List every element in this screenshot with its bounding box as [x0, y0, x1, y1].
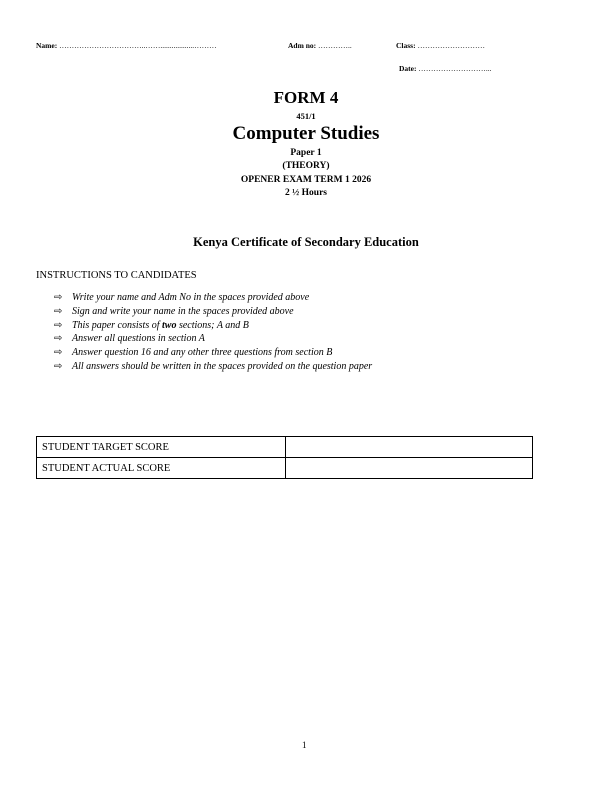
instruction-text-pre: This paper consists of	[72, 319, 163, 331]
date-blank[interactable]: ………………………...	[418, 64, 492, 73]
page-number: 1	[302, 740, 307, 750]
instruction-text: Answer all questions in section A	[72, 333, 205, 345]
exam-name: OPENER EXAM TERM 1 2026	[240, 175, 372, 185]
table-row	[37, 458, 533, 479]
actual-score-cell[interactable]	[286, 458, 533, 479]
exam-duration: 2 ½ Hours	[285, 188, 327, 198]
actual-score-label: STUDENT ACTUAL SCORE	[37, 458, 286, 479]
class-label: Class:	[396, 41, 416, 50]
paper-number: Paper 1	[290, 148, 322, 158]
instruction-text: Answer question 16 and any other three questions from section B	[72, 347, 333, 359]
certificate-title: Kenya Certificate of Secondary Education	[193, 235, 419, 249]
score-table	[36, 436, 533, 479]
instructions-list	[54, 291, 372, 374]
class-blank[interactable]: ………………………	[417, 41, 485, 50]
instruction-text: Sign and write your name in the spaces provided above	[72, 305, 294, 317]
paper-type: (THEORY)	[282, 161, 330, 171]
instruction-item	[54, 291, 372, 305]
instruction-text	[72, 319, 249, 333]
class-field[interactable]	[396, 41, 485, 50]
arrow-bullet-icon: ⇨	[54, 347, 63, 359]
instruction-item	[54, 360, 372, 374]
paper-code: 451/1	[296, 111, 316, 121]
name-blank[interactable]: ……………………………..……..................………	[59, 41, 217, 50]
table-row	[37, 437, 533, 458]
instruction-text: Write your name and Adm No in the spaces provided above	[72, 292, 310, 303]
arrow-bullet-icon: ⇨	[54, 319, 63, 331]
date-field[interactable]	[399, 64, 492, 73]
instruction-emphasis: two	[162, 319, 177, 331]
instruction-item	[54, 346, 372, 360]
adm-no-label: Adm no:	[288, 41, 317, 50]
arrow-bullet-icon: ⇨	[54, 292, 63, 303]
adm-no-blank[interactable]: …………..	[318, 41, 352, 50]
name-label: Name:	[36, 41, 58, 50]
date-label: Date:	[399, 64, 417, 73]
form-heading: FORM 4	[273, 88, 339, 107]
arrow-bullet-icon: ⇨	[54, 360, 63, 372]
instruction-item	[54, 319, 372, 333]
subject-title: Computer Studies	[232, 123, 380, 144]
instruction-text: All answers should be written in the spaces provided on the question paper	[72, 360, 373, 372]
instruction-item	[54, 305, 372, 319]
instruction-item	[54, 332, 372, 346]
target-score-cell[interactable]	[286, 437, 533, 458]
target-score-label: STUDENT TARGET SCORE	[37, 437, 286, 458]
adm-no-field[interactable]	[288, 41, 352, 50]
instructions-title: INSTRUCTIONS TO CANDIDATES	[36, 270, 197, 281]
instruction-text-post: sections; A and B	[176, 319, 249, 331]
arrow-bullet-icon: ⇨	[54, 305, 63, 317]
name-field[interactable]	[36, 41, 217, 50]
arrow-bullet-icon: ⇨	[54, 333, 63, 345]
